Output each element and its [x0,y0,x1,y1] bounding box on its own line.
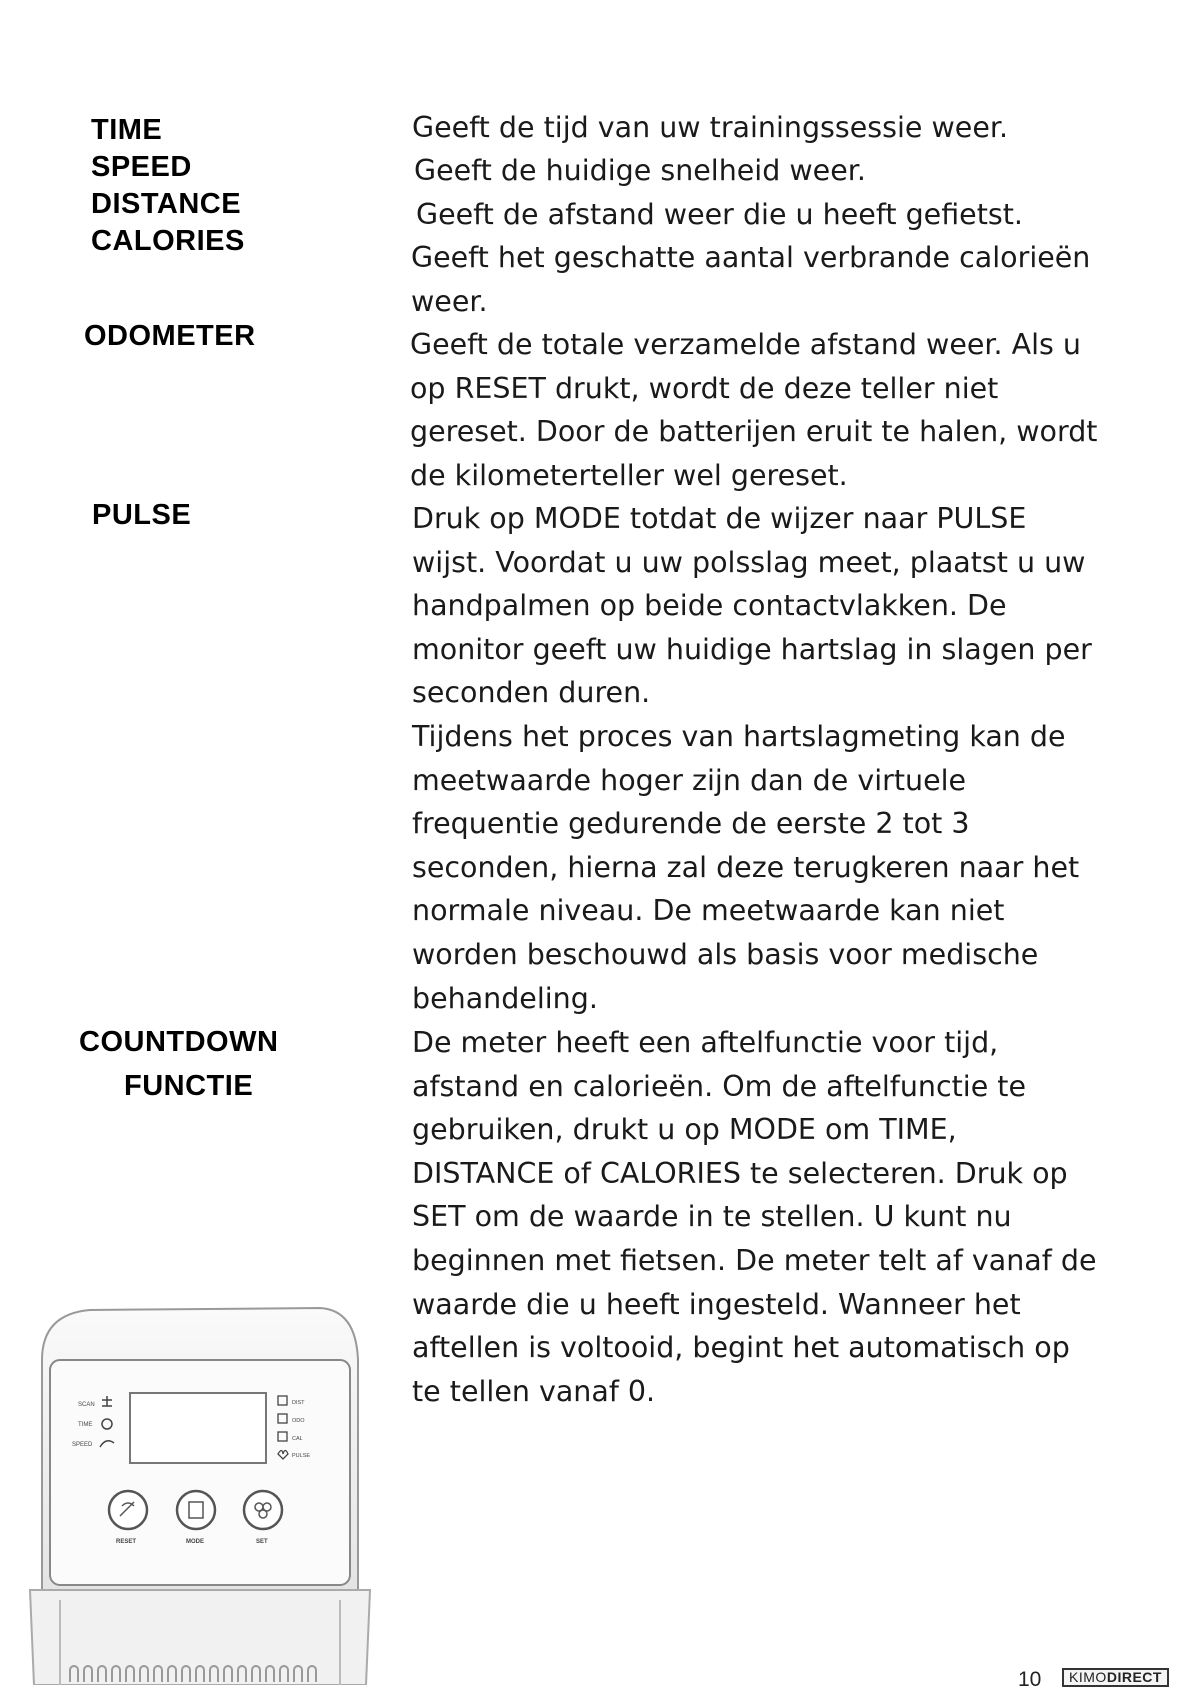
term-calories: CALORIES [91,225,245,257]
desc-distance: Geeft de afstand weer die u heeft gefietst. [416,198,1023,231]
desc-time: Geeft de tijd van uw trainingssessie weer. [412,111,1009,144]
label-time: TIME [78,1422,93,1428]
label-dist: DIST [292,1400,305,1406]
desc-pulse: Druk op MODE totdat de wijzer naar PULSE wijst. Voordat u uw polsslag meet, plaatst u uw handpalmen op beide contactvlakken. De monitor geeft uw huidige hartslag in slagen per seconden duren. [412,502,1092,710]
desc-pulse-note: Tijdens het proces van hartslagmeting kan de meetwaarde hoger zijn dan de virtuele frequentie gedurende de eerste 2 tot 3 seconden, hierna zal deze terugkeren naar het normale niveau. De meetwaarde kan niet worden beschouwd als basis voor medische behandeling. [412,720,1080,1015]
page-number: 10 [1018,1668,1042,1691]
set-button [244,1491,282,1529]
label-speed: SPEED [72,1442,93,1448]
reset-button [109,1491,147,1529]
desc-countdown: De meter heeft een aftelfunctie voor tijd, afstand en calorieën. Om de aftelfunctie te gebruiken, drukt u op MODE om TIME, DISTANCE of CALORIES te selecteren. Druk op SET om de waarde in te stellen. U kunt nu beginnen met fietsen. De meter telt af vanaf de waarde die u heeft ingesteld. Wanneer het aftellen is voltooid, begint het automatisch op te tellen vanaf 0. [412,1026,1097,1408]
brand-logo [1062,1668,1169,1687]
logo-suffix: DIRECT [1106,1669,1162,1685]
mode-button [177,1491,215,1529]
reset-label: RESET [116,1539,137,1545]
label-odo: ODO [292,1418,305,1424]
console-illustration [20,1300,372,1685]
term-odometer: ODOMETER [84,320,256,352]
desc-odometer: Geeft de totale verzamelde afstand weer. Als u op RESET drukt, wordt de deze teller niet gereset. Door de batterijen eruit te halen, wordt de kilometerteller wel gereset. [410,328,1098,492]
term-time: TIME [91,114,163,146]
desc-speed: Geeft de huidige snelheid weer. [414,154,866,187]
label-pulse: PULSE [292,1453,311,1459]
logo-prefix: KIMO [1069,1669,1107,1685]
lcd-screen [130,1393,266,1463]
desc-calories: Geeft het geschatte aantal verbrande calorieën weer. [411,241,1091,318]
label-cal: CAL [292,1436,303,1442]
term-pulse: PULSE [92,499,192,531]
term-distance: DISTANCE [91,188,242,220]
term-countdown: COUNTDOWN [79,1026,279,1058]
term-speed: SPEED [91,151,192,183]
mode-label: MODE [186,1539,204,1545]
term-functie: FUNCTIE [124,1070,254,1102]
label-scan: SCAN [78,1402,95,1408]
set-label: SET [256,1539,268,1545]
